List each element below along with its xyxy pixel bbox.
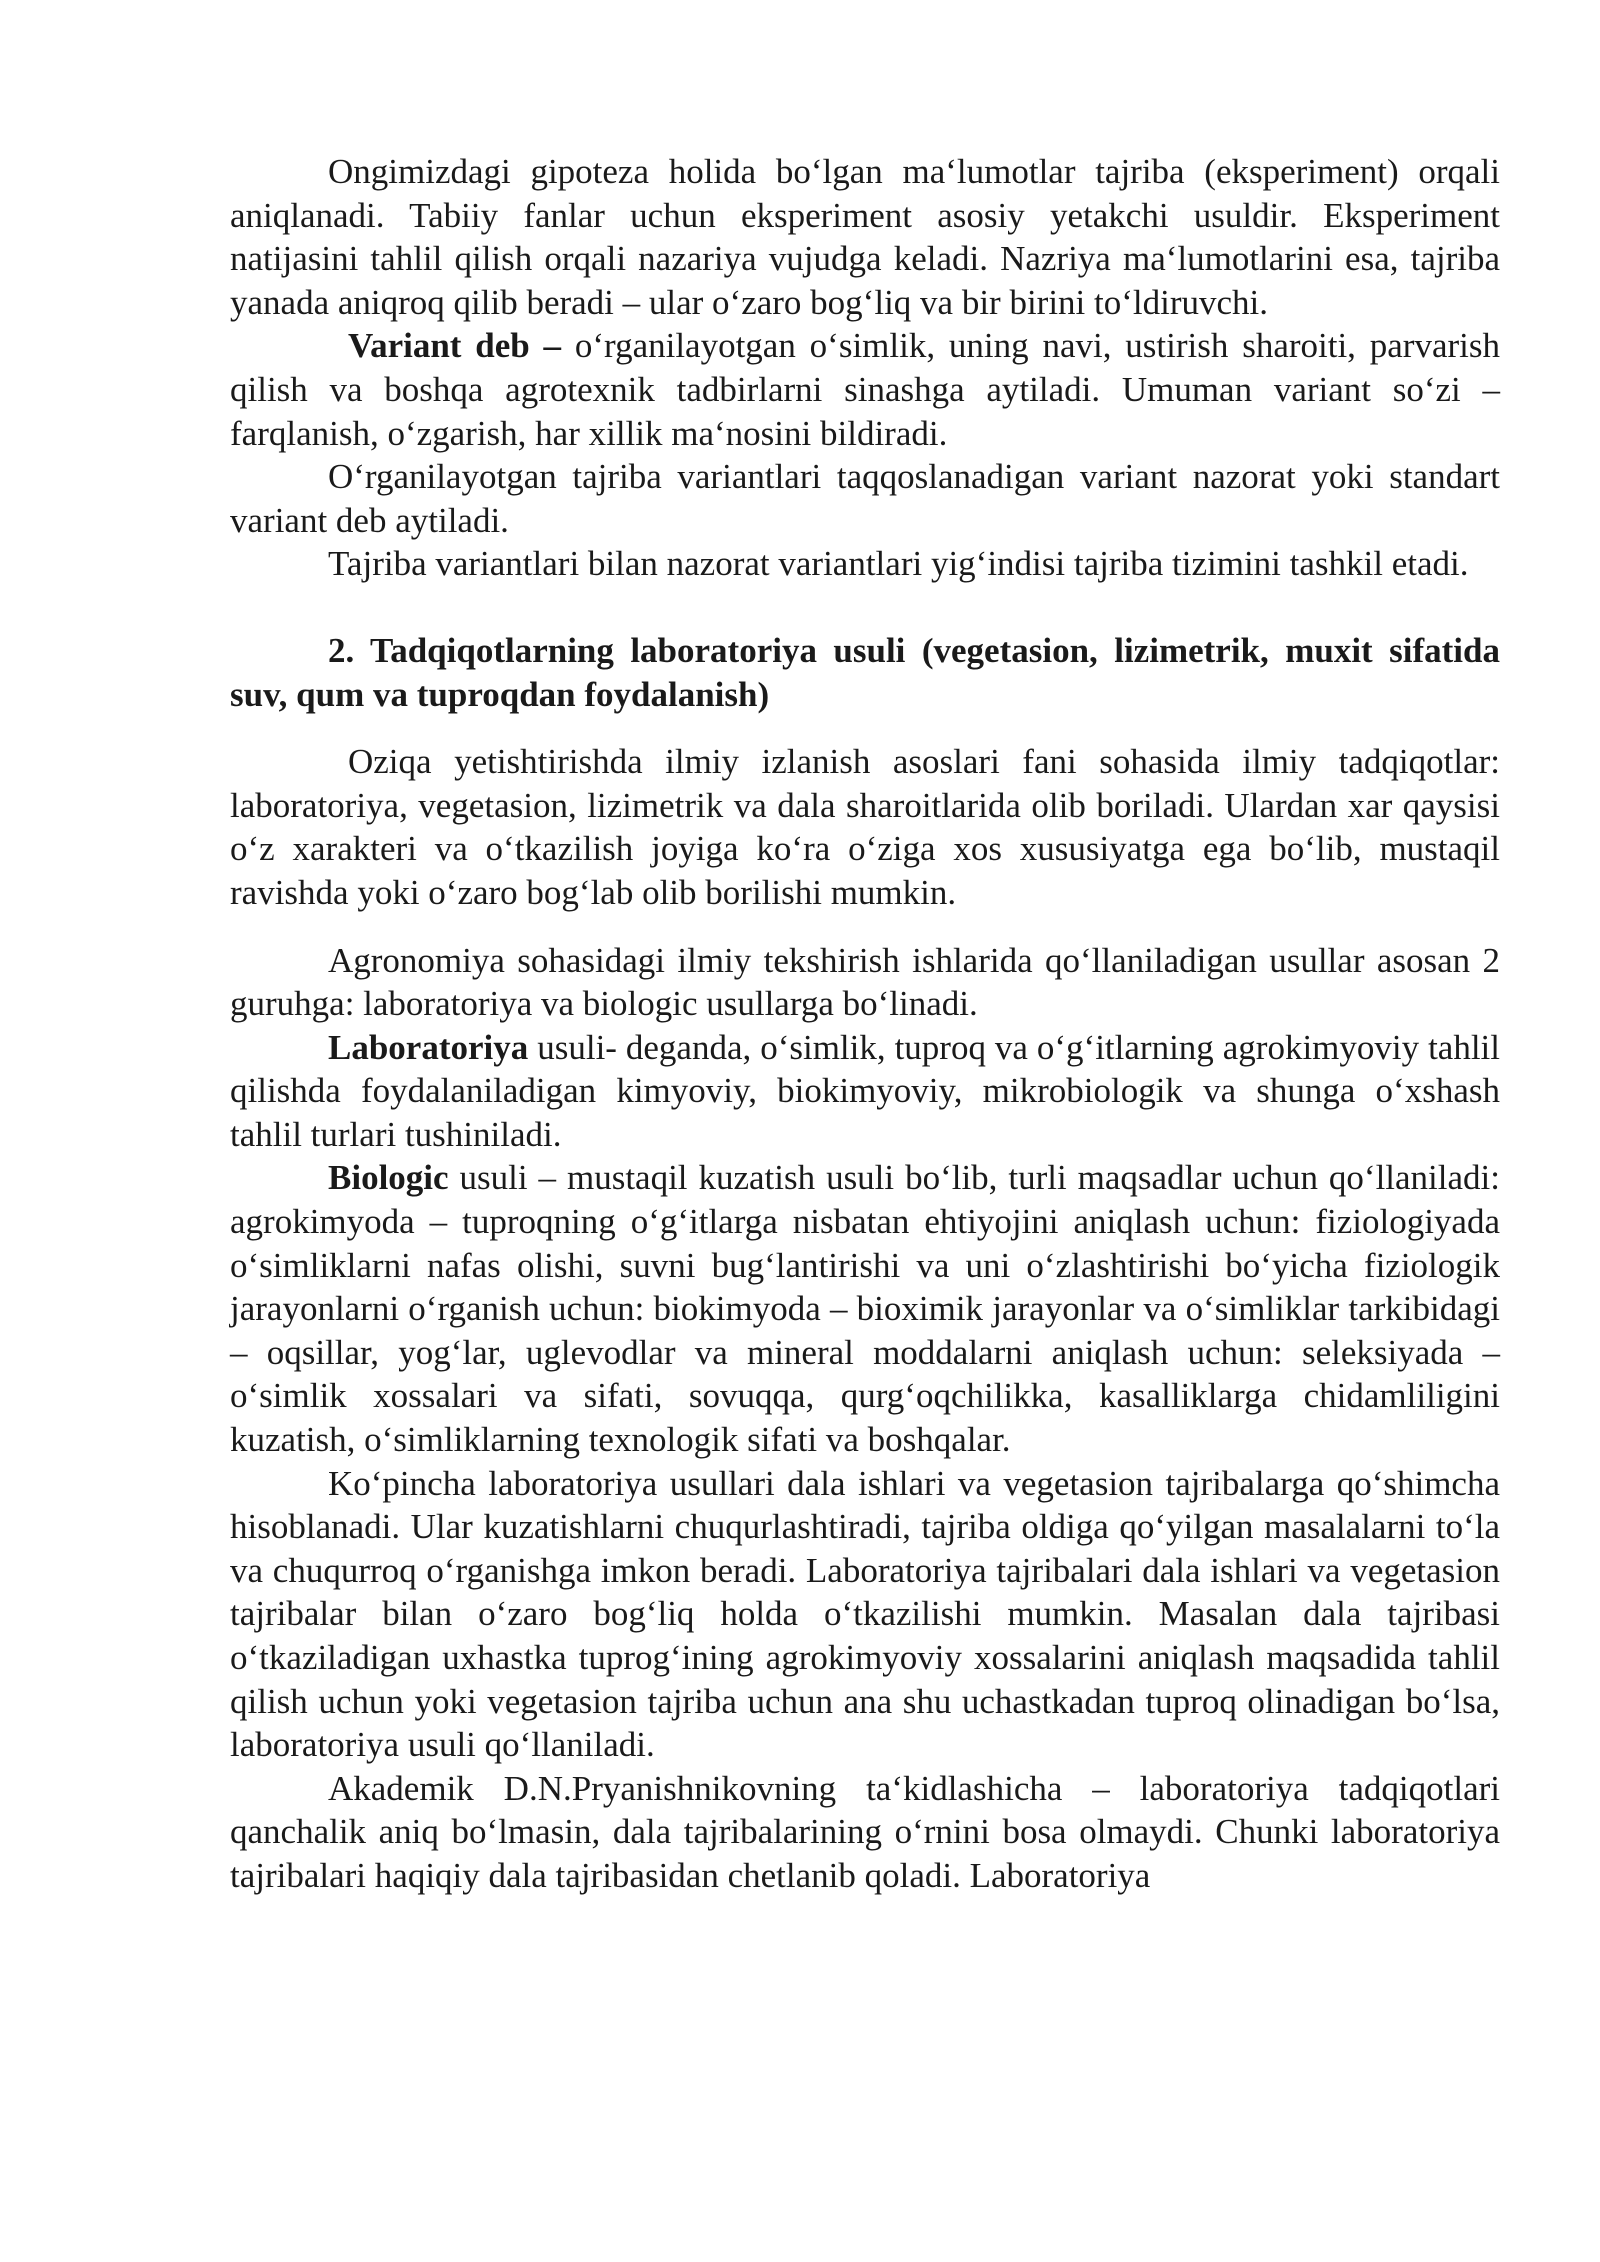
variant-definition-text: o‘rganilayotgan o‘simlik, uning navi, ustirish sharoiti, parvarish qilish va boshqa agrotexnik tadbirlarni sinashga aytiladi. Umuman variant so‘zi – farqlanish, o‘zgarish, har xillik ma‘nosini bildiradi. [230, 326, 1500, 453]
paragraph-variant-definition [230, 324, 1500, 455]
biologic-method-text: usuli – mustaqil kuzatish usuli bo‘lib, turli maqsadlar uchun qo‘llaniladi: agrokimyoda – tuproqning o‘g‘itlarga nisbatan ehtiyojini aniqlash uchun: fiziologiyada o‘simliklarni nafas olishi, suvni bug‘lantirishi va uni o‘zlashtirishi bo‘yicha fiziologik jarayonlarni o‘rganish uchun: biokimyoda – bioximik jarayonlar va o‘simliklar tarkibidagi – oqsillar, yog‘lar, uglevodlar va mineral moddalarni aniqlash uchun: seleksiyada – o‘simlik xossalari va sifati, sovuqqa, qurg‘oqchilikka, kasalliklarga chidamliligini kuzatish, o‘simliklarning texnologik sifati va boshqalar. [230, 1158, 1500, 1460]
term-variant: Variant deb – [348, 326, 562, 366]
paragraph-laboratory-method [230, 1026, 1500, 1157]
paragraph-hypothesis: Ongimizdagi gipoteza holida bo‘lgan ma‘lumotlar tajriba (eksperiment) orqali aniqlanadi. Tabiiy fanlar uchun eksperiment asosiy yetakchi usuldir. Eksperiment natijasini tahlil qilish orqali nazariya vujudga keladi. Nazriya ma‘lumotlarini esa, tajriba yanada aniqroq qilib beradi – ular o‘zaro bog‘liq va bir birini to‘ldiruvchi. [230, 152, 1500, 322]
document-page [230, 150, 1500, 1898]
section-heading: 2. Tadqiqotlarning laboratoriya usuli (vegetasion, lizimetrik, muxit sifatida suv, qum va tuproqdan foydalanish) [230, 630, 1500, 714]
paragraph-laboratory-supplement: Ko‘pincha laboratoriya usullari dala ishlari va vegetasion tajribalarga qo‘shimcha hisoblanadi. Ular kuzatishlarni chuqurlashtiradi, tajriba oldiga qo‘yilgan masalalarni to‘la va chuqurroq o‘rganishga imkon beradi. Laboratoriya tajribalari dala ishlari va vegetasion tajribalar bilan o‘zaro bog‘liq holda o‘tkazilishi mumkin. Masalan dala tajribasi o‘tkaziladigan uxhastka tuprog‘ining agrokimyoviy xossalarini aniqlash maqsadida tahlil qilish uchun yoki vegetasion tajriba uchun ana shu uchastkadan tuproq olinadigan bo‘lsa, laboratoriya usuli qo‘llaniladi. [230, 1463, 1500, 1765]
paragraph-research-conditions: Oziqa yetishtirishda ilmiy izlanish asoslari fani sohasida ilmiy tadqiqotlar: laboratoriya, vegetasion, lizimetrik va dala sharoitlarida olib boriladi. Ulardan xar qaysisi o‘z xarakteri va o‘tkazilish joyiga ko‘ra o‘ziga xos xususiyatga ega bo‘lib, mustaqil ravishda yoki o‘zaro bog‘lab olib borilishi mumkin. [230, 742, 1500, 912]
term-biologic: Biologic [328, 1158, 449, 1198]
term-laboratory: Laboratoriya [328, 1027, 529, 1067]
paragraph-pryanishnikov: Akademik D.N.Pryanishnikovning ta‘kidlashicha – laboratoriya tadqiqotlari qanchalik aniq bo‘lmasin, dala tajribalarining o‘rnini bosa olmaydi. Chunki laboratoriya tajribalari haqiqiy dala tajribasidan chetlanib qoladi. Laboratoriya [230, 1768, 1500, 1895]
paragraph-experiment-system: Tajriba variantlari bilan nazorat variantlari yig‘indisi tajriba tizimini tashkil etadi. [328, 544, 1469, 584]
paragraph-control-variant: O‘rganilayotgan tajriba variantlari taqqoslanadigan variant nazorat yoki standart variant deb aytiladi. [230, 457, 1500, 540]
paragraph-biologic-method [230, 1156, 1500, 1461]
laboratory-method-text: usuli- deganda, o‘simlik, tuproq va o‘g‘itlarning agrokimyoviy tahlil qilishda foydalaniladigan kimyoviy, biokimyoviy, mikrobiologik va shunga o‘xshash tahlil turlari tushiniladi. [230, 1027, 1500, 1154]
paragraph-method-groups: Agronomiya sohasidagi ilmiy tekshirish ishlarida qo‘llaniladigan usullar asosan 2 guruhga: laboratoriya va biologic usullarga bo‘linadi. [230, 940, 1500, 1024]
